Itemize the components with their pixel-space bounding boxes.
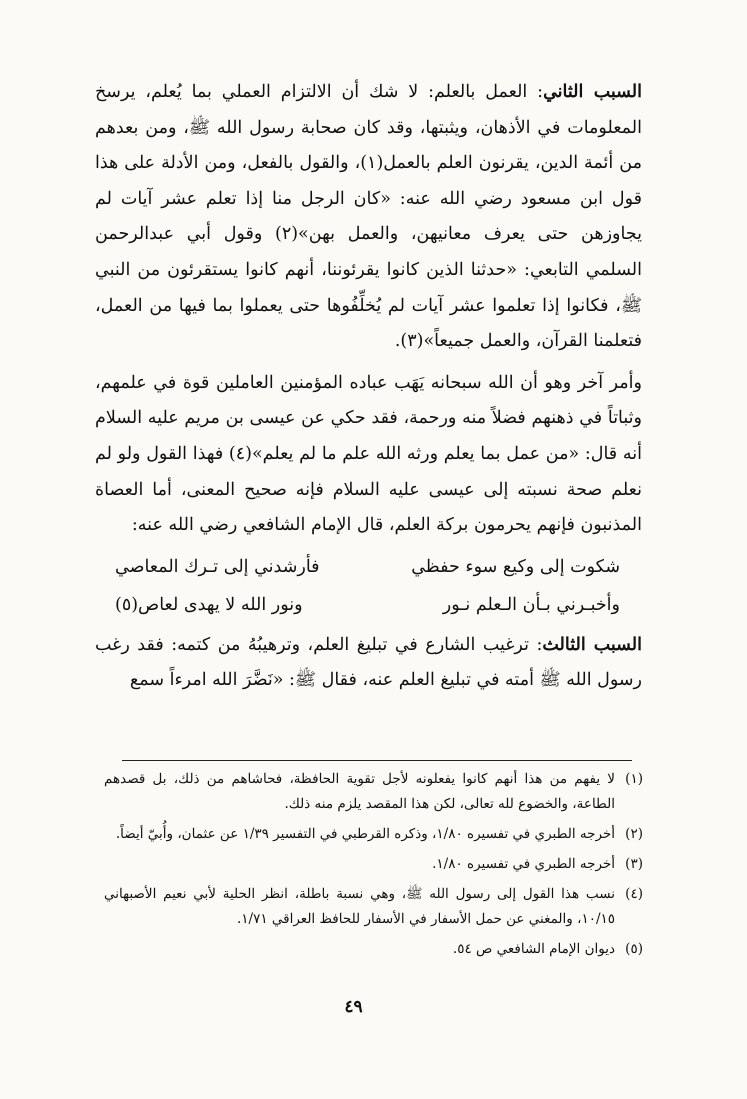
footnote-divider <box>122 760 632 761</box>
footnote-number: (٣) <box>625 856 643 872</box>
poem-hemistich-first: شكوت إلى وكيع سوء حفظي <box>411 556 620 577</box>
footnotes <box>104 767 643 967</box>
poem-line <box>95 548 642 586</box>
poem-hemistich-first: وأخبـرني بـأن الـعلم نـور <box>442 594 620 615</box>
footnote-number: (٤) <box>625 886 643 902</box>
page-number: ٤٩ <box>344 997 363 1017</box>
paragraph-reason-three <box>95 628 642 699</box>
footnote-item <box>104 852 643 877</box>
footnote-number: (١) <box>625 771 643 787</box>
footnote-text: أخرجه الطبري في تفسيره ١/٨٠. <box>432 856 615 872</box>
footnote-text: ديوان الإمام الشافعي ص ٥٤. <box>452 941 615 957</box>
paragraph-body: : ترغيب الشارع في تبليغ العلم، وترهيبُهُ من كتمه: فقد رغب رسول الله ﷺ أمته في تبليغ العلم عنه، فقال ﷺ: «نَضَّرَ الله امرءاً سمع <box>95 634 642 691</box>
poem-line <box>95 586 642 624</box>
paragraph-another-matter: وأمر آخر وهو أن الله سبحانه يَهَب عباده المؤمنين العاملين قوة في علمهم، وثباتاً في ذهنهم فضلاً منه ورحمة، فقد حكي عن عيسى بن مريم عليه السلام أنه قال: «من عمل بما يعلم ورثه الله علم ما لم يعلم»(٤) فهذا القول ولو لم نعلم صحة نسبته إلى عيسى عليه السلام فإنه صحيح المعنى، أما العصاة المذنبون فإنهم يحرمون بركة العلم، قال الإمام الشافعي رضي الله عنه: <box>95 372 642 536</box>
section-heading-reason-three: السبب الثالث <box>542 634 642 655</box>
footnote-number: (٥) <box>625 941 643 957</box>
section-heading-reason-two: السبب الثاني <box>543 82 642 102</box>
poem <box>95 548 642 624</box>
footnote-item <box>104 822 643 847</box>
poem-hemistich-second: فأرشدني إلى تـرك المعاصي <box>115 556 320 577</box>
footnote-item <box>104 882 643 932</box>
paragraph-body: : العمل بالعلم: لا شك أن الالتزام العملي بما يُعلم، يرسخ المعلومات في الأذهان، ويثبتها، وقد كان صحابة رسول الله ﷺ، ومن بعدهم من أئمة الدين، يقرنون العلم بالعمل(١)، والقول بالفعل، ومن الأدلة على هذا قول ابن مسعود رضي الله عنه: «كان الرجل منا إذا تعلم عشر آيات لم يجاوزهن حتى يعرف معانيهن، والعمل بهن»(٢) وقول أبي عبدالرحمن السلمي التابعي: «حدثنا الذين كانوا يقرئوننا، أنهم كانوا يستقرئون من النبي ﷺ، فكانوا إذا تعلموا عشر آيات لم يُخلِّفُوها حتى يعملوا بما فيها من العمل، فتعلمنا القرآن، والعمل جميعاً»(٣). <box>95 82 643 352</box>
poem-hemistich-second: ونور الله لا يهدى لعاص(٥) <box>115 594 303 615</box>
footnote-text: نسب هذا القول إلى رسول الله ﷺ، وهي نسبة باطلة، انظر الحلية لأبي نعيم الأصبهاني ١٠/١٥، والمغني عن حمل الأسفار في الأسفار للحافظ العراقي ١/٧١. <box>104 886 615 927</box>
footnote-text: لا يفهم من هذا أنهم كانوا يفعلونه لأجل تقوية الحافظة، فحاشاهم من ذلك، بل قصدهم الطاعة، والخضوع لله تعالى، لكن هذا المقصد يلزم منه ذلك. <box>104 771 615 812</box>
footnote-item <box>104 767 643 817</box>
main-text <box>95 75 642 699</box>
footnote-number: (٢) <box>625 826 643 842</box>
paragraph-reason-two <box>95 75 642 360</box>
footnote-item <box>104 937 643 962</box>
footnote-text: أخرجه الطبري في تفسيره ١/٨٠، وذكره القرطبي في التفسير ١/٣٩ عن عثمان، وأُبيّ أيضاً. <box>115 826 615 842</box>
